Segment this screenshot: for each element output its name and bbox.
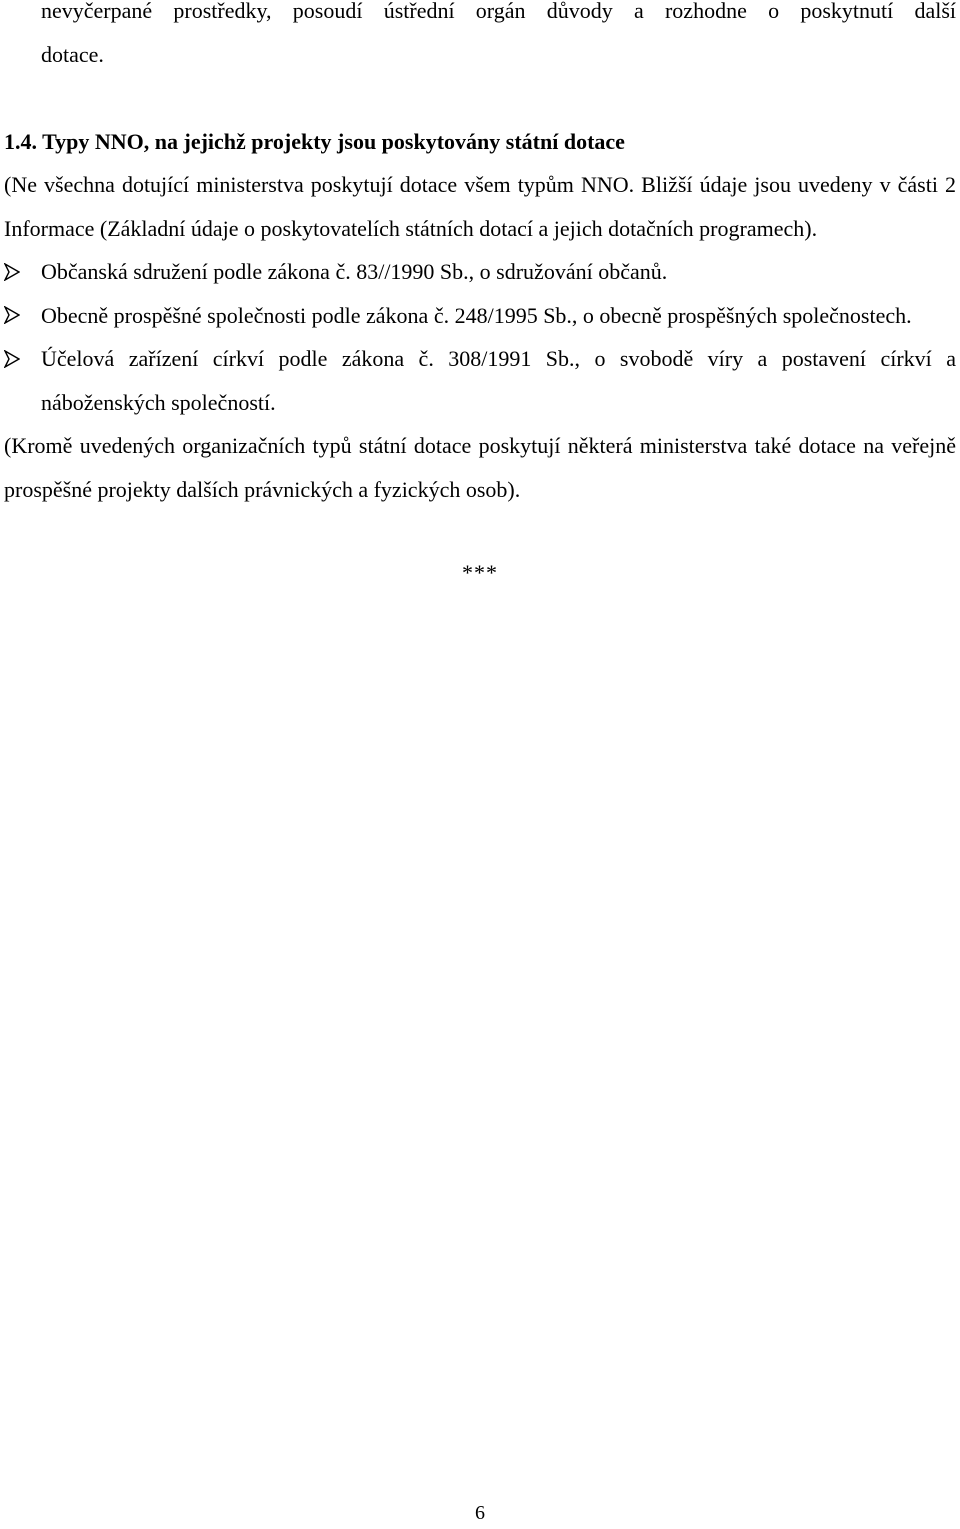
list-item-text: Obecně prospěšné společnosti podle zákona č. 248/1995 Sb., o obecně prospěšných společnostech. bbox=[41, 302, 912, 328]
arrowhead-bullet-icon bbox=[4, 294, 26, 338]
section-heading: 1.4. Typy NNO, na jejichž projekty jsou poskytovány státní dotace bbox=[4, 128, 625, 154]
list-item-text: Účelová zařízení církví podle zákona č. 308/1991 Sb., o svobodě víry a postavení církví a náboženských společností. bbox=[41, 346, 956, 415]
continuation-line-2: dotace. bbox=[41, 41, 104, 67]
list-item bbox=[4, 337, 956, 424]
arrowhead-bullet-icon bbox=[4, 337, 26, 381]
bullet-list bbox=[4, 250, 956, 424]
list-item bbox=[4, 294, 956, 338]
closing-paragraph: (Kromě uvedených organizačních typů státní dotace poskytují některá ministerstva také dotace na veřejně prospěšné projekty dalších právnických a fyzických osob). bbox=[4, 433, 956, 502]
arrowhead-bullet-icon bbox=[4, 250, 26, 294]
document-body bbox=[4, 0, 956, 595]
continuation-line-1: nevyčerpané prostředky, posoudí ústřední orgán důvody a rozhodne o poskytnutí další bbox=[41, 0, 956, 23]
continuation-text bbox=[41, 0, 956, 76]
section-separator: *** bbox=[462, 560, 498, 585]
list-item bbox=[4, 250, 956, 294]
intro-paragraph: (Ne všechna dotující ministerstva poskytují dotace všem typům NNO. Bližší údaje jsou uvedeny v části 2 Informace (Základní údaje o poskytovatelích státních dotací a jejich dotačních programech). bbox=[4, 172, 956, 241]
page-number: 6 bbox=[475, 1502, 485, 1524]
list-item-text: Občanská sdružení podle zákona č. 83//1990 Sb., o sdružování občanů. bbox=[41, 259, 668, 284]
